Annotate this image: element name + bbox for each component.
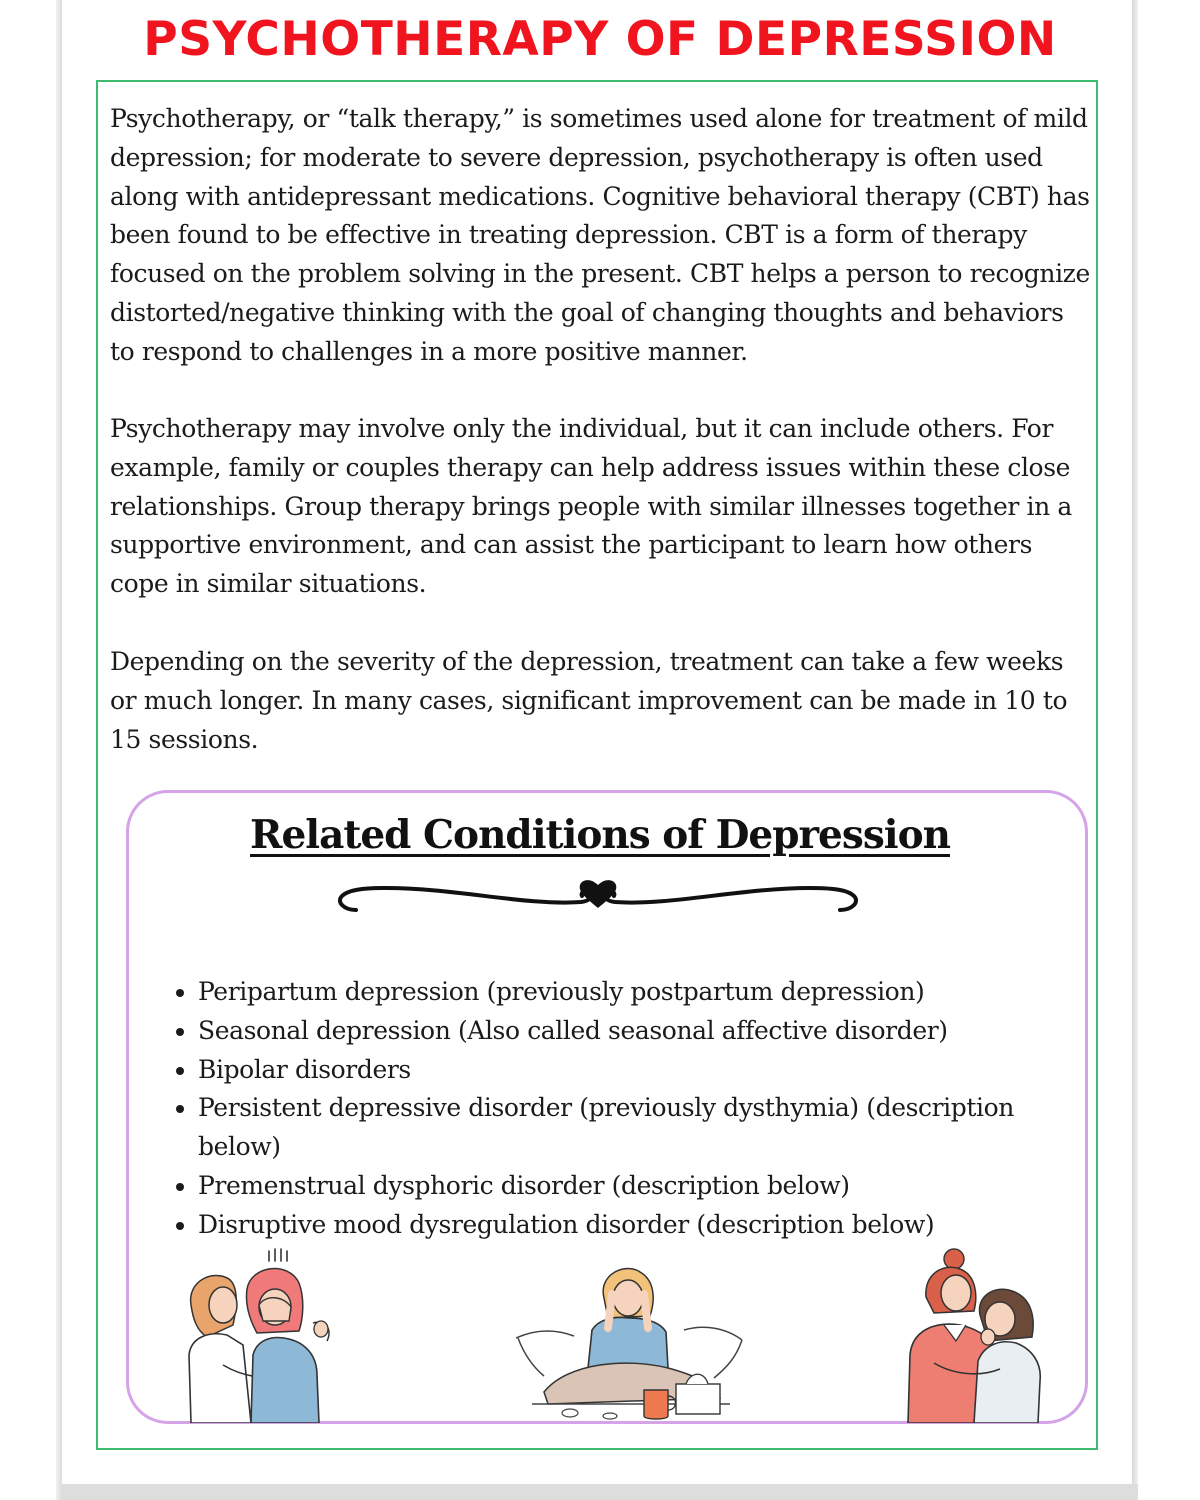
- document-page: [68, 0, 1132, 1484]
- list-item: • Seasonal depression (Also called seasonal affective disorder): [198, 1012, 1088, 1051]
- heart-scroll-divider-icon: [326, 872, 870, 922]
- stressed-person-illustration: [508, 1258, 748, 1423]
- conditions-list: [168, 973, 1088, 1245]
- list-item: • Peripartum depression (previously postpartum depression): [198, 973, 1088, 1012]
- comforting-friend-illustration: [173, 1245, 348, 1423]
- paragraph-cbt: Psychotherapy, or “talk therapy,” is sometimes used alone for treatment of mild depression; for moderate to severe depression, psychotherapy is often used along with antidepressant medications. Cognitive behavioral therapy (CBT) has been found to be effective in treating depression. CBT is a form of therapy focused on the problem solving in the present. CBT helps a person to recognize distorted/negative thinking with the goal of changing thoughts and behaviors to respond to challenges in a more positive manner.: [110, 104, 1090, 366]
- viewer-bottom-edge: [62, 1484, 1138, 1500]
- viewer-left-gutter: [0, 0, 62, 1500]
- list-item: • Bipolar disorders: [198, 1051, 1088, 1090]
- viewer-right-gutter: [1132, 0, 1200, 1500]
- paragraph-duration: Depending on the severity of the depression, treatment can take a few weeks or much longer. In many cases, significant improvement can be made in 10 to 15 sessions.: [110, 647, 1068, 754]
- list-item: • Premenstrual dysphoric disorder (description below): [198, 1167, 1088, 1206]
- list-item: • Disruptive mood dysregulation disorder (description below): [198, 1206, 1088, 1245]
- mother-hugging-child-illustration: [904, 1245, 1054, 1423]
- list-item: • Persistent depressive disorder (previously dysthymia) (description below): [198, 1089, 1088, 1167]
- related-conditions-heading: Related Conditions of Depression: [250, 812, 950, 858]
- paragraph-group-therapy: Psychotherapy may involve only the individual, but it can include others. For example, family or couples therapy can help address issues within these close relationships. Group therapy brings people with similar illnesses together in a supportive environment, and can assist the participant to learn how others cope in similar situations.: [110, 414, 1072, 599]
- page-title: PSYCHOTHERAPY OF DEPRESSION: [143, 12, 1057, 67]
